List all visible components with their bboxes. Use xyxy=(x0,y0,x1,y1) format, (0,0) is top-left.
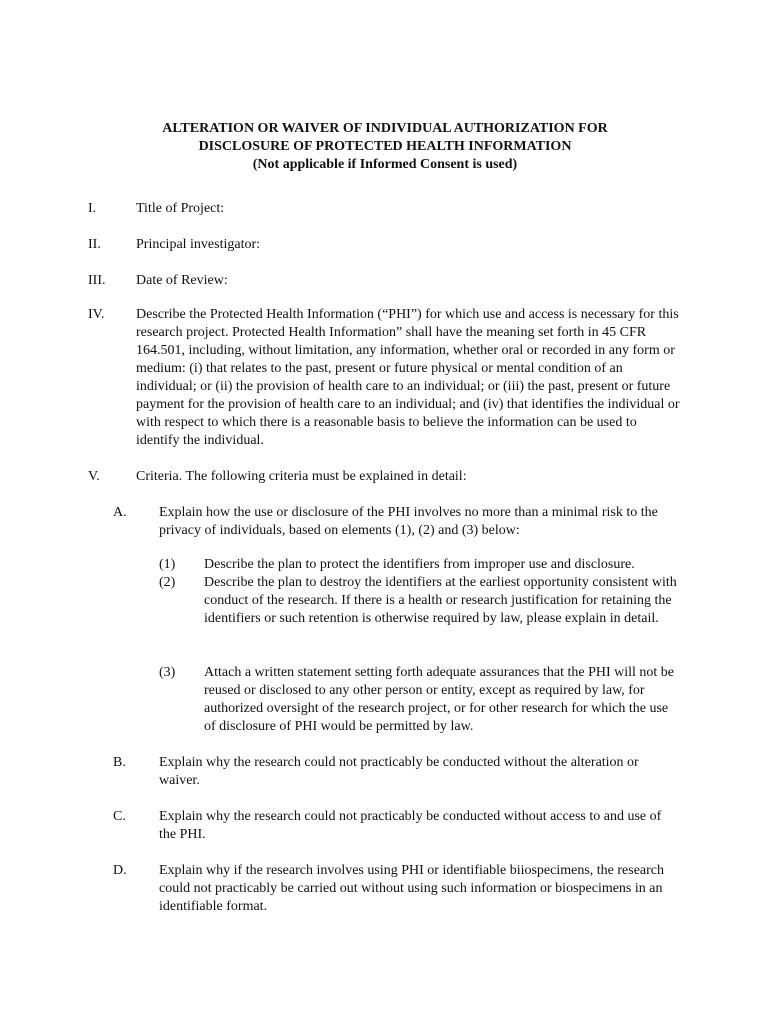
section-numeral: III. xyxy=(88,273,106,288)
section-text: Title of Project: xyxy=(136,201,225,216)
criterion-text: Explain why if the research involves using PHI or identifiable biiospecimens, the research could not practicably be carried out without using such information or biospecimens in an identifiable format. xyxy=(159,863,665,914)
element-label: (3) xyxy=(159,665,176,680)
section-text: Criteria. The following criteria must be explained in detail: xyxy=(136,469,467,484)
section-text: Date of Review: xyxy=(136,273,228,288)
section-text: Principal investigator: xyxy=(136,237,261,252)
criterion-letter: B. xyxy=(113,755,126,770)
section-numeral: IV. xyxy=(88,307,105,322)
section-numeral: V. xyxy=(88,469,100,484)
section-numeral: II. xyxy=(88,237,101,252)
title-line-2: DISCLOSURE OF PROTECTED HEALTH INFORMATION xyxy=(198,139,572,154)
element-text: Attach a written statement setting forth adequate assurances that the PHI will not be reused or disclosed to any other person or entity, except as required by law, for authorized oversight of the research project, or for other research for which the use of disclosure of PHI would be permitted by law. xyxy=(204,665,675,734)
criterion-text: Explain how the use or disclosure of the PHI involves no more than a minimal risk to the privacy of individuals, based on elements (1), (2) and (3) below: xyxy=(159,505,658,538)
document-title xyxy=(0,120,770,174)
title-line-3: (Not applicable if Informed Consent is used) xyxy=(252,157,518,172)
section-text: Describe the Protected Health Information (“PHI”) for which use and access is necessary for this research project. Protected Health Information” shall have the meaning set forth in 45 CFR 164.501, including, without limitation, any information, whether oral or recorded in any form or medium: (i) that relates to the past, present or future physical or mental condition of an individual; or (ii) the provision of health care to an individual; or (iii) the past, present or future payment for the provision of health care to an individual; and (iv) that identifies the individual or with respect to which there is a reasonable basis to believe the information can be used to identify the individual. xyxy=(136,307,680,448)
element-text: Describe the plan to destroy the identifiers at the earliest opportunity consistent with conduct of the research. If there is a health or research justification for retaining the identifiers or such retention is otherwise required by law, please explain in detail. xyxy=(204,575,677,626)
criterion-letter: A. xyxy=(113,505,127,520)
section-numeral: I. xyxy=(88,201,97,216)
element-text: Describe the plan to protect the identifiers from improper use and disclosure. xyxy=(204,557,635,572)
title-line-1: ALTERATION OR WAIVER OF INDIVIDUAL AUTHORIZATION FOR xyxy=(162,121,608,136)
criterion-letter: D. xyxy=(113,863,127,878)
element-label: (2) xyxy=(159,575,176,590)
element-label: (1) xyxy=(159,557,176,572)
criterion-letter: C. xyxy=(113,809,126,824)
criterion-text: Explain why the research could not practicably be conducted without access to and use of the PHI. xyxy=(159,809,662,842)
criterion-text: Explain why the research could not practicably be conducted without the alteration or waiver. xyxy=(159,755,639,788)
